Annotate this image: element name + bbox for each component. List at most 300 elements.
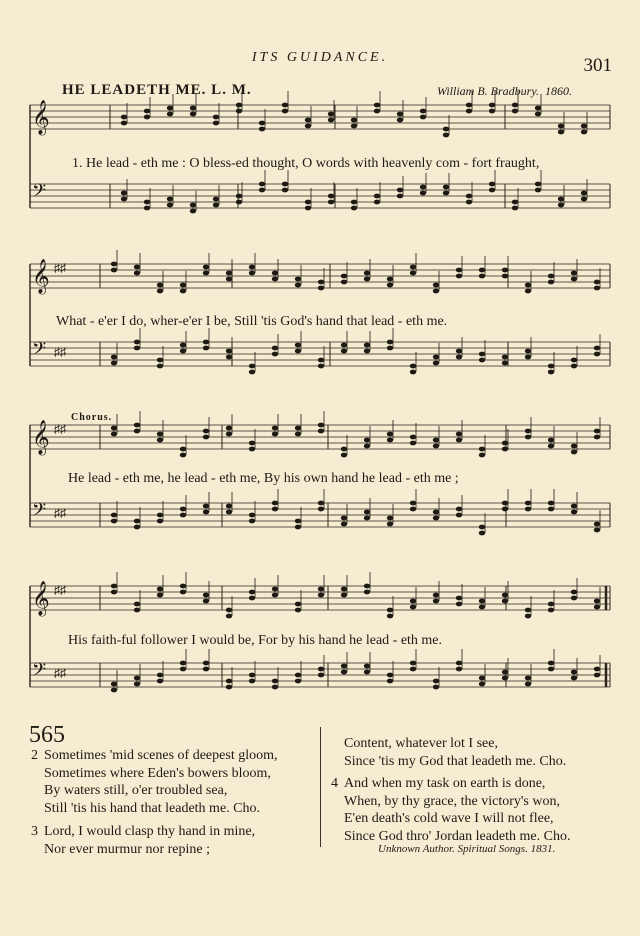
note-head (535, 188, 541, 193)
note-head (479, 453, 485, 458)
note-head (535, 182, 541, 187)
note-head (203, 435, 209, 440)
note-head (364, 510, 370, 515)
note-head (167, 112, 173, 117)
note-head (180, 289, 186, 294)
note-head (456, 432, 462, 437)
note-head (410, 605, 416, 610)
note-head (111, 519, 117, 524)
note-head (134, 423, 140, 428)
note-head (466, 200, 472, 205)
note-head (295, 679, 301, 684)
note-head (512, 200, 518, 205)
note-head (548, 438, 554, 443)
note-head (571, 277, 577, 282)
note-head (249, 519, 255, 524)
composer-year: 1860. (545, 84, 572, 98)
note-head (259, 121, 265, 126)
note-head (548, 370, 554, 375)
note-head (548, 364, 554, 369)
note-head (226, 685, 232, 690)
note-head (433, 510, 439, 515)
note-head (420, 185, 426, 190)
note-head (282, 182, 288, 187)
treble-clef-icon: 𝄞 (32, 101, 50, 134)
note-head (249, 370, 255, 375)
note-head (226, 679, 232, 684)
note-head (364, 277, 370, 282)
composer-name: William B. Bradbury. (437, 84, 539, 98)
stanza-3-continued (344, 735, 566, 770)
note-head (272, 507, 278, 512)
note-head (594, 673, 600, 678)
note-head (180, 349, 186, 354)
stanza-4 (331, 775, 571, 845)
note-head (226, 432, 232, 437)
note-head (502, 676, 508, 681)
note-head (410, 501, 416, 506)
note-head (479, 676, 485, 681)
note-head (410, 265, 416, 270)
note-head (203, 667, 209, 672)
note-head (387, 614, 393, 619)
note-head (456, 602, 462, 607)
note-head (213, 203, 219, 208)
note-head (594, 429, 600, 434)
note-head (157, 593, 163, 598)
note-head (456, 596, 462, 601)
stanza-3 (31, 823, 256, 858)
note-head (259, 127, 265, 132)
note-head (180, 453, 186, 458)
note-head (282, 109, 288, 114)
note-head (157, 513, 163, 518)
note-head (594, 435, 600, 440)
note-head (387, 432, 393, 437)
note-head (259, 182, 265, 187)
note-head (581, 191, 587, 196)
note-head (364, 664, 370, 669)
note-head (111, 682, 117, 687)
verse-line: Lord, I would clasp thy hand in mine, (44, 824, 256, 839)
note-head (318, 429, 324, 434)
note-head (502, 268, 508, 273)
note-head (374, 103, 380, 108)
note-head (443, 185, 449, 190)
note-head (180, 507, 186, 512)
note-head (341, 280, 347, 285)
note-head (203, 504, 209, 509)
note-head (203, 661, 209, 666)
note-head (295, 343, 301, 348)
note-head (249, 590, 255, 595)
note-head (397, 118, 403, 123)
note-head (341, 587, 347, 592)
note-head (466, 109, 472, 114)
note-head (456, 513, 462, 518)
note-head (180, 447, 186, 452)
note-head (121, 197, 127, 202)
note-head (594, 528, 600, 533)
verse-line: Content, whatever lot I see, (344, 736, 498, 751)
key-signature-sharp-icon: ♯♯ (54, 583, 66, 597)
note-head (571, 358, 577, 363)
note-head (249, 441, 255, 446)
note-head (144, 200, 150, 205)
treble-clef-icon: 𝄞 (32, 582, 50, 615)
note-head (180, 661, 186, 666)
note-head (295, 426, 301, 431)
note-head (134, 340, 140, 345)
note-head (548, 501, 554, 506)
note-head (203, 510, 209, 515)
note-head (548, 280, 554, 285)
verse-line: E'en death's cold wave I will not flee, (344, 811, 554, 826)
note-head (387, 438, 393, 443)
note-head (410, 441, 416, 446)
note-head (295, 602, 301, 607)
key-signature-sharp-icon: ♯♯ (54, 345, 66, 359)
note-head (420, 109, 426, 114)
note-head (571, 271, 577, 276)
note-head (433, 361, 439, 366)
note-head (121, 191, 127, 196)
note-head (558, 197, 564, 202)
note-head (236, 194, 242, 199)
note-head (581, 197, 587, 202)
note-head (249, 447, 255, 452)
key-signature-sharp-icon: ♯♯ (54, 506, 66, 520)
note-head (397, 112, 403, 117)
note-head (374, 194, 380, 199)
lyric-line-3: He lead - eth me, he lead - eth me, By his own hand he lead - eth me ; (68, 471, 459, 486)
attribution: Unknown Author. Spiritual Songs. 1831. (378, 843, 556, 855)
note-head (305, 124, 311, 129)
note-head (111, 268, 117, 273)
note-head (111, 432, 117, 437)
note-head (420, 115, 426, 120)
note-head (387, 608, 393, 613)
note-head (525, 289, 531, 294)
note-head (111, 262, 117, 267)
note-head (328, 200, 334, 205)
note-head (571, 364, 577, 369)
note-head (341, 349, 347, 354)
note-head (374, 200, 380, 205)
note-head (190, 106, 196, 111)
note-head (272, 346, 278, 351)
note-head (443, 133, 449, 138)
note-head (341, 593, 347, 598)
note-head (525, 501, 531, 506)
note-head (341, 453, 347, 458)
note-head (479, 274, 485, 279)
note-head (318, 501, 324, 506)
lyric-line-4: His faith-ful follower I would be, For by his hand he lead - eth me. (68, 633, 443, 648)
note-head (249, 271, 255, 276)
note-head (351, 118, 357, 123)
note-head (410, 599, 416, 604)
note-head (341, 670, 347, 675)
note-head (512, 206, 518, 211)
note-head (111, 584, 117, 589)
note-head (111, 590, 117, 595)
note-head (525, 608, 531, 613)
note-head (364, 444, 370, 449)
note-head (479, 682, 485, 687)
treble-clef-icon: 𝄞 (32, 260, 50, 293)
note-head (479, 358, 485, 363)
note-head (134, 525, 140, 530)
page-number: 301 (583, 55, 612, 76)
bass-clef-icon: 𝄢 (32, 659, 47, 684)
note-head (387, 673, 393, 678)
verse-line: Since 'tis my God that leadeth me. Cho. (344, 753, 567, 769)
note-head (351, 124, 357, 129)
note-head (456, 268, 462, 273)
note-head (236, 103, 242, 108)
note-head (272, 277, 278, 282)
note-head (433, 355, 439, 360)
note-head (594, 605, 600, 610)
note-head (144, 115, 150, 120)
note-head (410, 661, 416, 666)
note-head (558, 130, 564, 135)
note-head (226, 355, 232, 360)
note-head (272, 426, 278, 431)
treble-clef-icon: 𝄞 (32, 421, 50, 454)
note-head (203, 593, 209, 598)
note-head (456, 667, 462, 672)
note-head (410, 435, 416, 440)
note-head (111, 355, 117, 360)
note-head (282, 188, 288, 193)
note-head (318, 364, 324, 369)
verse-line: Sometimes where Eden's bowers bloom, (44, 765, 271, 781)
note-head (226, 349, 232, 354)
note-head (249, 364, 255, 369)
note-head (282, 103, 288, 108)
note-head (341, 343, 347, 348)
note-head (157, 289, 163, 294)
note-head (272, 271, 278, 276)
note-head (548, 667, 554, 672)
note-head (479, 599, 485, 604)
note-head (295, 608, 301, 613)
note-head (456, 274, 462, 279)
bass-clef-icon: 𝄢 (32, 180, 47, 205)
verse-line: And when my task on earth is done, (344, 776, 546, 791)
note-head (351, 206, 357, 211)
note-head (180, 584, 186, 589)
note-head (374, 109, 380, 114)
lyric-line-2: What - e'er I do, wher-e'er I be, Still 'tis God's hand that lead - eth me. (56, 314, 448, 329)
note-head (479, 605, 485, 610)
note-head (364, 590, 370, 595)
note-head (525, 349, 531, 354)
note-head (571, 670, 577, 675)
note-head (259, 188, 265, 193)
note-head (456, 349, 462, 354)
note-head (364, 349, 370, 354)
note-head (249, 679, 255, 684)
note-head (351, 200, 357, 205)
note-head (397, 194, 403, 199)
note-head (420, 191, 426, 196)
note-head (318, 673, 324, 678)
note-head (213, 197, 219, 202)
note-head (226, 510, 232, 515)
note-head (433, 438, 439, 443)
note-head (226, 271, 232, 276)
note-head (180, 590, 186, 595)
verse-line: Sometimes 'mid scenes of deepest gloom, (44, 748, 278, 763)
note-head (272, 593, 278, 598)
note-head (167, 197, 173, 202)
note-head (249, 265, 255, 270)
note-head (364, 584, 370, 589)
note-head (364, 438, 370, 443)
bass-clef-icon: 𝄢 (32, 338, 47, 363)
note-head (571, 596, 577, 601)
note-head (525, 682, 531, 687)
note-head (387, 277, 393, 282)
note-head (456, 507, 462, 512)
note-head (121, 115, 127, 120)
note-head (397, 188, 403, 193)
note-head (479, 525, 485, 530)
note-head (305, 206, 311, 211)
note-head (203, 346, 209, 351)
note-head (203, 271, 209, 276)
bass-clef-icon: 𝄢 (32, 499, 47, 524)
note-head (594, 667, 600, 672)
note-head (111, 688, 117, 693)
hymn-number: 565 (29, 722, 65, 748)
note-head (318, 358, 324, 363)
note-head (489, 109, 495, 114)
note-head (111, 426, 117, 431)
verse-line: Since God thro' Jordan leadeth me. Cho. (344, 828, 571, 844)
note-head (571, 676, 577, 681)
note-head (134, 676, 140, 681)
note-head (305, 200, 311, 205)
note-head (502, 501, 508, 506)
note-head (443, 127, 449, 132)
note-head (525, 283, 531, 288)
note-head (341, 664, 347, 669)
note-head (433, 685, 439, 690)
note-head (433, 593, 439, 598)
note-head (581, 130, 587, 135)
chorus-label: Chorus. (71, 412, 113, 423)
note-head (295, 525, 301, 530)
note-head (479, 268, 485, 273)
note-head (295, 277, 301, 282)
note-head (466, 103, 472, 108)
note-head (387, 340, 393, 345)
note-head (236, 109, 242, 114)
verse-line: Still 'tis his hand that leadeth me. Cho. (44, 800, 261, 816)
note-head (134, 519, 140, 524)
verse-line: Nor ever murmur nor repine ; (44, 841, 210, 857)
note-head (525, 355, 531, 360)
note-head (190, 209, 196, 214)
note-head (433, 283, 439, 288)
note-head (157, 679, 163, 684)
note-head (433, 599, 439, 604)
column-divider (320, 727, 321, 847)
note-head (111, 361, 117, 366)
key-signature-sharp-icon: ♯♯ (54, 666, 66, 680)
key-signature-sharp-icon: ♯♯ (54, 261, 66, 275)
note-head (318, 507, 324, 512)
note-head (157, 519, 163, 524)
note-head (272, 685, 278, 690)
stanza-2 (31, 747, 278, 817)
note-head (180, 513, 186, 518)
note-head (433, 289, 439, 294)
note-head (535, 106, 541, 111)
note-head (134, 429, 140, 434)
note-head (157, 364, 163, 369)
note-head (548, 602, 554, 607)
note-head (157, 587, 163, 592)
note-head (203, 265, 209, 270)
note-head (548, 661, 554, 666)
note-head (571, 590, 577, 595)
note-head (548, 444, 554, 449)
note-head (387, 516, 393, 521)
note-head (226, 608, 232, 613)
note-head (295, 349, 301, 354)
note-head (328, 112, 334, 117)
note-head (433, 444, 439, 449)
note-head (548, 274, 554, 279)
note-head (387, 679, 393, 684)
note-head (489, 103, 495, 108)
note-head (525, 614, 531, 619)
note-head (157, 438, 163, 443)
note-head (594, 346, 600, 351)
note-head (272, 352, 278, 357)
note-head (203, 599, 209, 604)
note-head (134, 608, 140, 613)
note-head (318, 286, 324, 291)
note-head (190, 203, 196, 208)
note-head (525, 435, 531, 440)
note-head (305, 118, 311, 123)
note-head (134, 682, 140, 687)
note-head (410, 370, 416, 375)
note-head (249, 596, 255, 601)
note-head (272, 679, 278, 684)
note-head (272, 432, 278, 437)
note-head (180, 343, 186, 348)
note-head (134, 346, 140, 351)
note-head (167, 106, 173, 111)
note-head (571, 450, 577, 455)
note-head (167, 203, 173, 208)
lyric-line-1: 1. He lead - eth me : O bless-ed thought, O words with heavenly com - fort fraught, (72, 156, 540, 171)
note-head (364, 670, 370, 675)
key-signature-sharp-icon: ♯♯ (54, 422, 66, 436)
note-head (341, 274, 347, 279)
note-head (502, 670, 508, 675)
note-head (571, 504, 577, 509)
note-head (341, 516, 347, 521)
note-head (443, 191, 449, 196)
